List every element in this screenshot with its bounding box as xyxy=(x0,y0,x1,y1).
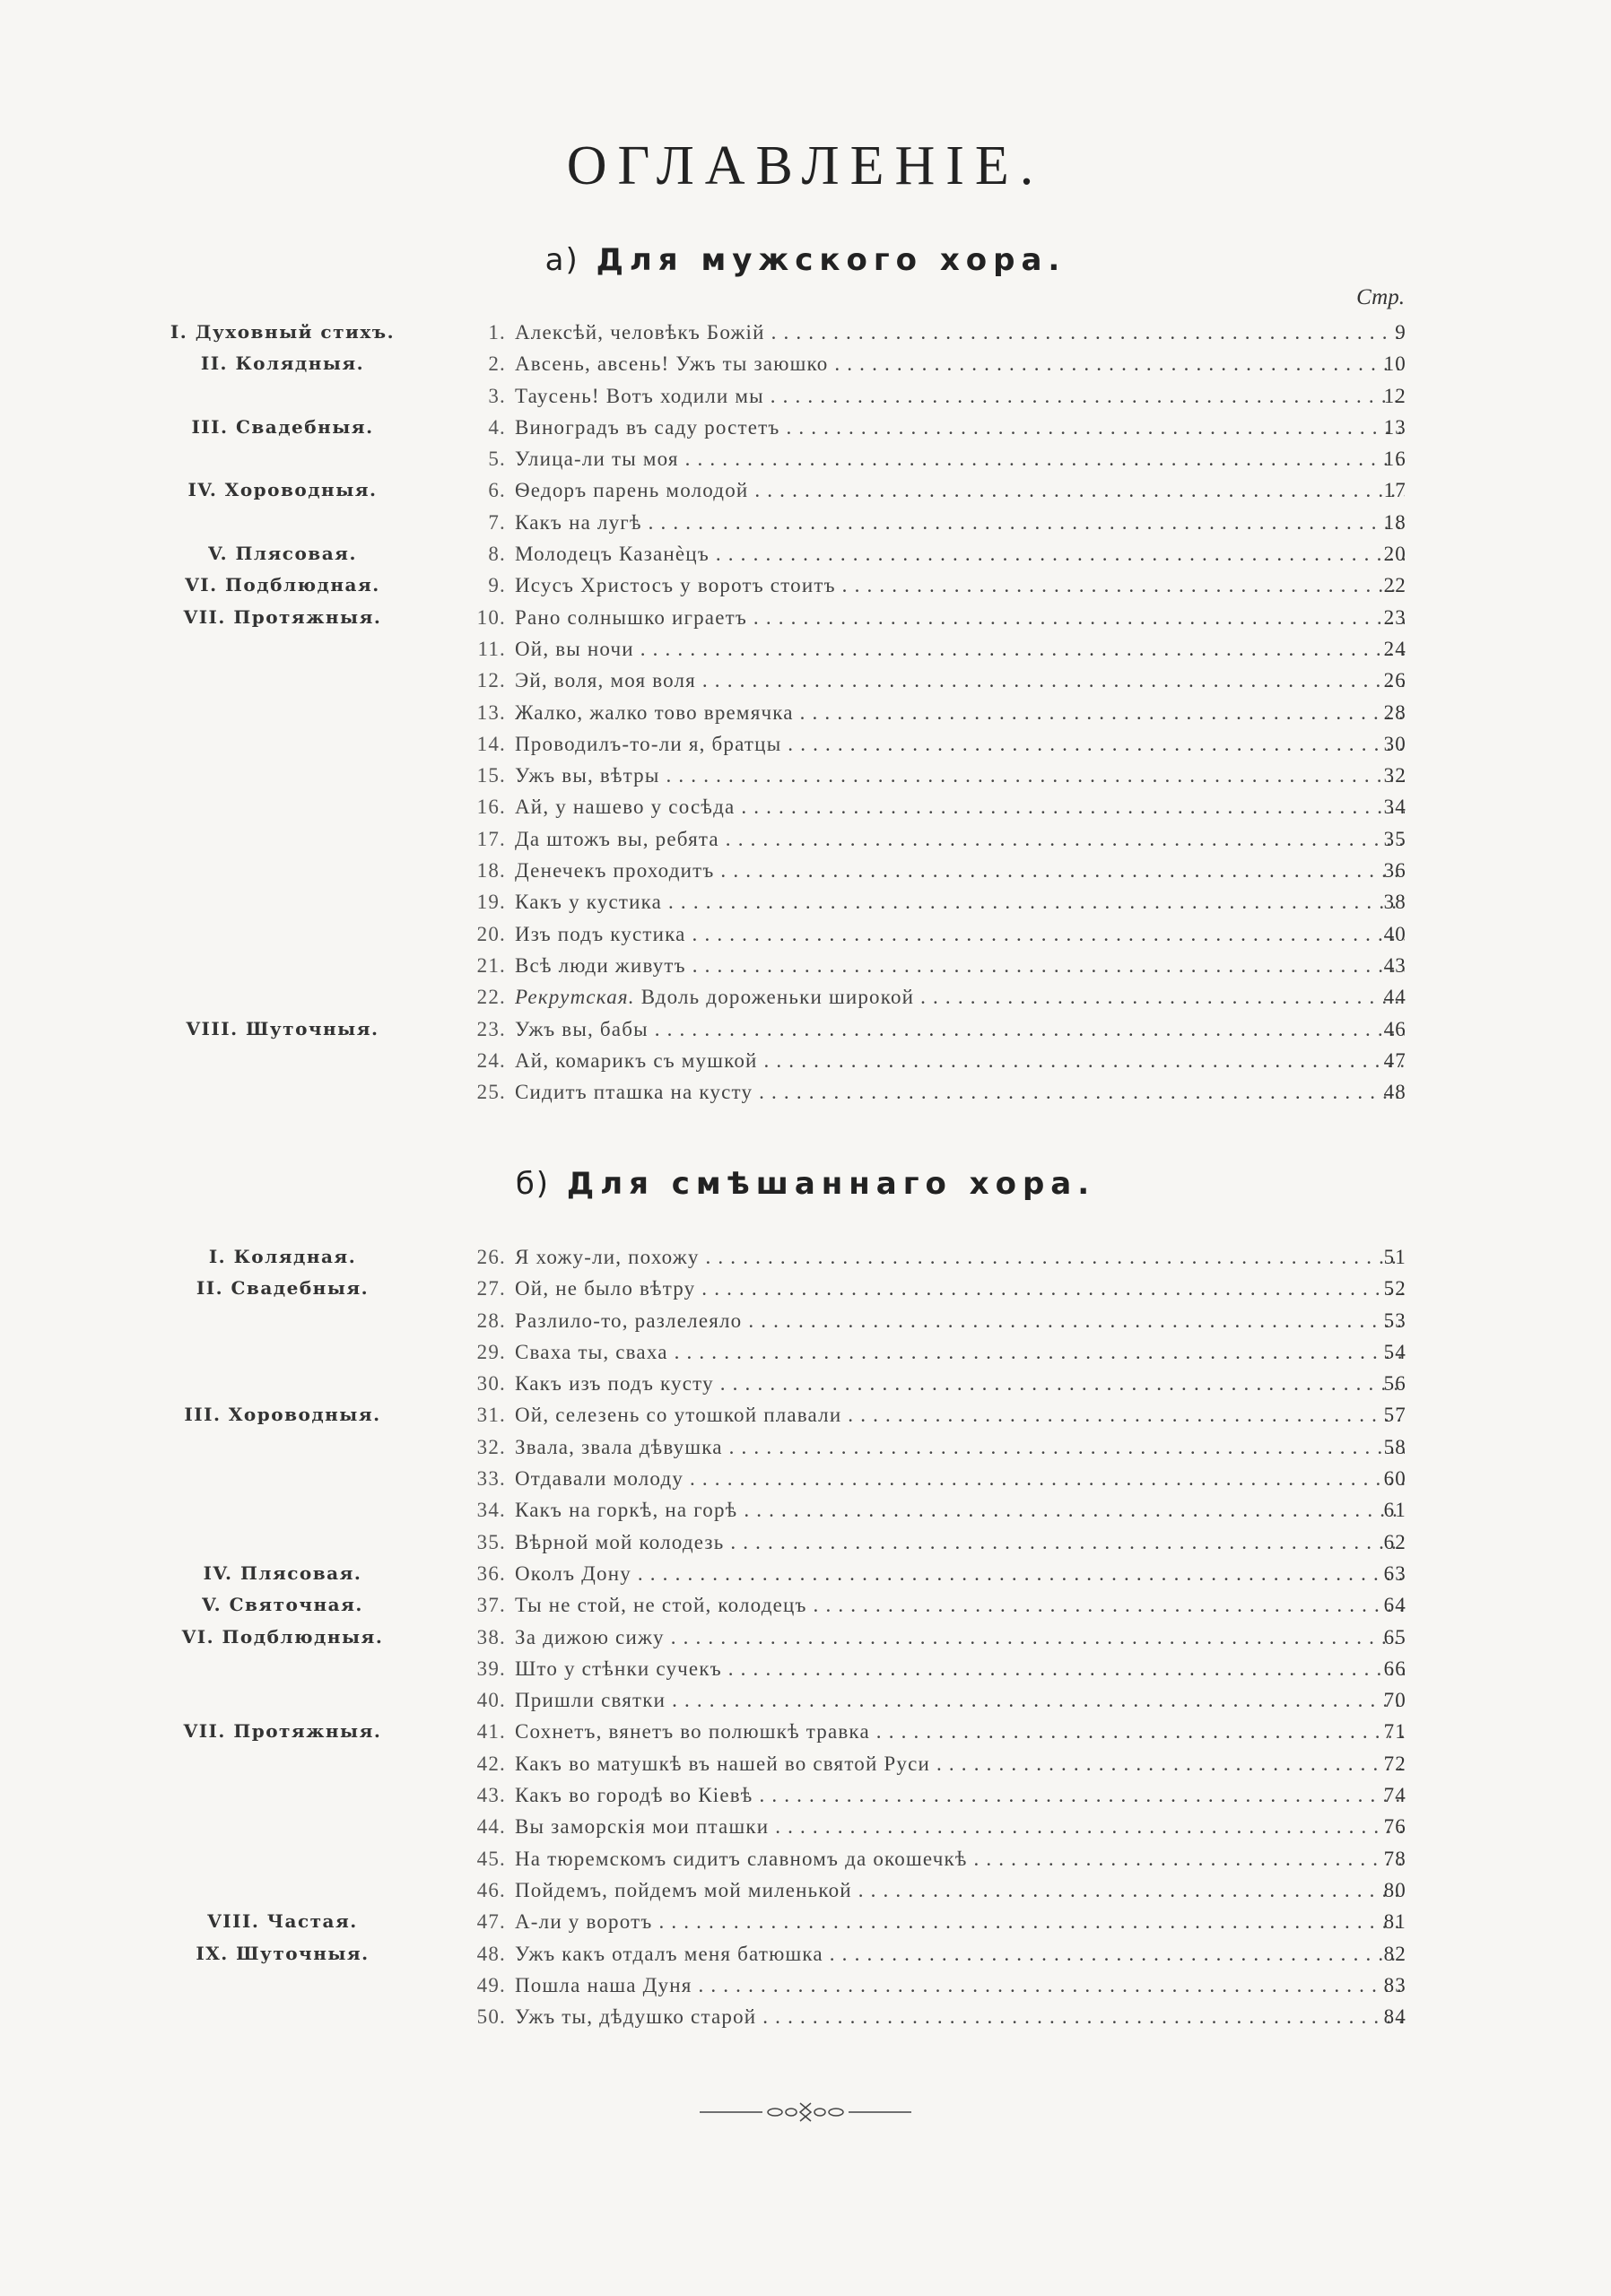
toc-category: VI. Подблюдная. xyxy=(185,574,380,596)
toc-row xyxy=(0,951,1611,982)
toc-page-number: 72 xyxy=(1383,1752,1406,1775)
toc-row xyxy=(0,1844,1611,1875)
toc-title xyxy=(515,1974,1405,1997)
toc-page-number: 47 xyxy=(1383,1048,1406,1072)
toc-title xyxy=(515,1531,1405,1554)
toc-title-text: Сохнетъ, вянетъ во полюшкѣ травка xyxy=(515,1720,870,1744)
toc-title-text: Улица-ли ты моя xyxy=(515,448,679,471)
toc-row xyxy=(0,413,1611,444)
toc-number: 22. xyxy=(476,986,506,1009)
toc-number: 43. xyxy=(476,1784,506,1807)
toc-number: 13. xyxy=(476,700,506,724)
toc-title-text: Сидитъ пташка на кусту xyxy=(515,1081,753,1104)
toc-number: 34. xyxy=(476,1499,506,1522)
toc-category: VIII. Частая. xyxy=(207,1910,358,1933)
toc-number: 50. xyxy=(476,2005,506,2029)
toc-page-number: 53 xyxy=(1383,1309,1406,1332)
toc-page-number: 34 xyxy=(1383,796,1406,819)
toc-row xyxy=(0,1622,1611,1654)
toc-number: 12. xyxy=(476,669,506,692)
toc-title-text: Ужъ вы, бабы xyxy=(515,1017,649,1040)
toc-title xyxy=(515,1879,1405,1902)
toc-number: 9. xyxy=(488,574,506,597)
toc-title-text: Авсень, авсень! Ужъ ты заюшко xyxy=(515,352,829,376)
toc-title xyxy=(515,986,1405,1009)
toc-category: IV. Плясовая. xyxy=(203,1561,362,1584)
toc-title-text: Ой, не было вѣтру xyxy=(515,1277,696,1300)
toc-title xyxy=(515,448,1405,471)
toc-title xyxy=(515,1594,1405,1617)
toc-number: 8. xyxy=(488,543,506,566)
toc-row xyxy=(0,1400,1611,1431)
toc-number: 4. xyxy=(488,415,506,439)
toc-title xyxy=(515,1018,1405,1041)
toc-number: 1. xyxy=(488,321,506,344)
toc-title-text: Виноградъ въ саду ростетъ xyxy=(515,415,780,439)
toc-row xyxy=(0,1306,1611,1337)
toc-row xyxy=(0,919,1611,951)
toc-title-text: Какъ у кустика xyxy=(515,891,663,914)
toc-title-prefix: Рекрутская. xyxy=(515,986,635,1009)
toc-number: 24. xyxy=(476,1048,506,1072)
toc-category: I. Духовный стихъ. xyxy=(170,321,396,343)
toc-number: 47. xyxy=(476,1910,506,1934)
toc-page-number: 13 xyxy=(1383,415,1406,439)
toc-page-number: 81 xyxy=(1383,1910,1406,1934)
toc-number: 6. xyxy=(488,479,506,502)
toc-row xyxy=(0,856,1611,887)
toc-category: V. Святочная. xyxy=(202,1594,363,1616)
section-heading-mixed xyxy=(0,1166,1611,1202)
toc-page-number: 38 xyxy=(1383,891,1406,914)
toc-title-text: Ой, вы ночи xyxy=(515,637,634,660)
toc-title-text: Какъ изъ подъ кусту xyxy=(515,1372,714,1396)
toc-title xyxy=(515,1341,1405,1364)
toc-page-number: 65 xyxy=(1383,1625,1406,1648)
toc-title xyxy=(515,416,1405,439)
toc-category: VIII. Шуточныя. xyxy=(186,1017,379,1039)
toc-title xyxy=(515,669,1405,692)
toc-title-text: Таусень! Вотъ ходили мы xyxy=(515,384,764,407)
toc-page-number: 12 xyxy=(1383,384,1406,407)
toc-title-text: Вы заморскія мои пташки xyxy=(515,1815,770,1839)
toc-number: 30. xyxy=(476,1372,506,1396)
toc-title xyxy=(515,1467,1405,1491)
toc-page-number: 40 xyxy=(1383,922,1406,945)
toc-page-number: 62 xyxy=(1383,1530,1406,1553)
toc-page-number: 83 xyxy=(1383,1973,1406,1996)
toc-title-text: Пришли святки xyxy=(515,1689,666,1712)
toc-title xyxy=(515,321,1405,344)
toc-title xyxy=(515,1404,1405,1427)
toc-number: 3. xyxy=(488,384,506,407)
toc-title xyxy=(515,1372,1405,1396)
toc-title-text: Сваха ты, сваха xyxy=(515,1340,668,1363)
toc-page-number: 36 xyxy=(1383,859,1406,883)
toc-title xyxy=(515,1436,1405,1459)
toc-number: 45. xyxy=(476,1847,506,1870)
toc-category: V. Плясовая. xyxy=(208,543,357,565)
toc-number: 48. xyxy=(476,1942,506,1965)
toc-row xyxy=(0,824,1611,856)
toc-number: 11. xyxy=(477,637,506,660)
toc-number: 25. xyxy=(476,1081,506,1104)
toc-title xyxy=(515,954,1405,978)
toc-category: IV. Хороводныя. xyxy=(187,479,378,501)
toc-page-number: 24 xyxy=(1383,637,1406,660)
toc-title xyxy=(515,1815,1405,1839)
toc-title xyxy=(515,859,1405,883)
toc-number: 14. xyxy=(476,732,506,755)
toc-page-number: 58 xyxy=(1383,1435,1406,1458)
toc-row xyxy=(0,1337,1611,1369)
toc-title-text: Што у стѣнки сучекъ xyxy=(515,1657,722,1680)
toc-row xyxy=(0,1970,1611,2002)
toc-row xyxy=(0,1939,1611,1970)
toc-row xyxy=(0,1907,1611,1938)
toc-page-number: 82 xyxy=(1383,1942,1406,1965)
toc-page-number: 9 xyxy=(1395,321,1406,344)
toc-row xyxy=(0,1780,1611,1812)
toc-title xyxy=(515,1626,1405,1649)
toc-number: 37. xyxy=(476,1594,506,1617)
toc-title-text: Пойдемъ, пойдемъ мой миленькой xyxy=(515,1878,852,1901)
toc-page-number: 23 xyxy=(1383,605,1406,629)
toc-row xyxy=(0,1812,1611,1843)
toc-title-text: Молодецъ Казанѐцъ xyxy=(515,543,710,566)
toc-category: III. Хороводныя. xyxy=(184,1404,381,1426)
toc-title-text: Эй, воля, моя воля xyxy=(515,669,696,692)
toc-page-number: 17 xyxy=(1383,479,1406,502)
toc-number: 19. xyxy=(476,891,506,914)
toc-number: 42. xyxy=(476,1752,506,1775)
toc-page-number: 63 xyxy=(1383,1561,1406,1585)
toc-title xyxy=(515,1689,1405,1712)
toc-title xyxy=(515,543,1405,566)
toc-page-number: 78 xyxy=(1383,1847,1406,1870)
toc-page-number: 54 xyxy=(1383,1340,1406,1363)
toc-title-text: Всѣ люди живутъ xyxy=(515,953,686,977)
toc-title-text: Какъ на лугѣ xyxy=(515,510,642,534)
toc-title-text: Ужъ какъ отдалъ меня батюшка xyxy=(515,1942,823,1965)
toc-row xyxy=(0,317,1611,349)
toc-category: II. Колядныя. xyxy=(200,352,365,375)
toc-page-number: 64 xyxy=(1383,1594,1406,1617)
toc-row xyxy=(0,1464,1611,1495)
toc-page-number: 16 xyxy=(1383,448,1406,471)
toc-row xyxy=(0,508,1611,539)
toc-title-text: Алексѣй, человѣкъ Божій xyxy=(515,321,765,344)
toc-title-text: Какъ во матушкѣ въ нашей во святой Руси xyxy=(515,1752,931,1775)
toc-title-text: Ужъ вы, вѣтры xyxy=(515,764,660,787)
toc-number: 46. xyxy=(476,1878,506,1901)
toc-page-number: 66 xyxy=(1383,1657,1406,1680)
toc-number: 18. xyxy=(476,859,506,883)
toc-number: 49. xyxy=(476,1973,506,1996)
toc-title-text: Исусъ Христосъ у воротъ стоитъ xyxy=(515,574,836,597)
toc-title xyxy=(515,923,1405,946)
toc-title xyxy=(515,385,1405,408)
toc-title-text: Жалко, жалко тово времячка xyxy=(515,700,794,724)
toc-title xyxy=(515,1657,1405,1681)
toc-row xyxy=(0,698,1611,729)
toc-number: 15. xyxy=(476,764,506,787)
toc-page-number: 32 xyxy=(1383,764,1406,787)
section-prefix: а) xyxy=(544,242,579,278)
toc-title xyxy=(515,1943,1405,1966)
toc-number: 33. xyxy=(476,1467,506,1491)
toc-number: 23. xyxy=(476,1017,506,1040)
toc-list-mixed xyxy=(0,1242,1611,2033)
toc-title-text: Рано солнышко играетъ xyxy=(515,605,747,629)
toc-page-number: 80 xyxy=(1383,1878,1406,1901)
toc-title-text: Ай, комарикъ съ мушкой xyxy=(515,1048,758,1072)
toc-title-text: Звала, звала дѣвушка xyxy=(515,1435,723,1458)
toc-number: 40. xyxy=(476,1689,506,1712)
toc-row xyxy=(0,1274,1611,1305)
toc-category: II. Свадебныя. xyxy=(196,1277,370,1300)
toc-page-number: 46 xyxy=(1383,1017,1406,1040)
toc-page-number: 52 xyxy=(1383,1277,1406,1300)
toc-title-text: Отдавали молоду xyxy=(515,1467,684,1491)
toc-number: 28. xyxy=(476,1309,506,1332)
toc-row xyxy=(0,665,1611,697)
section-title: Для мужского хора. xyxy=(596,242,1067,278)
toc-number: 20. xyxy=(476,922,506,945)
toc-title xyxy=(515,1784,1405,1807)
toc-title-text: Разлило-то, разлелеяло xyxy=(515,1309,743,1332)
toc-title xyxy=(515,638,1405,661)
toc-number: 21. xyxy=(476,953,506,977)
toc-row xyxy=(0,539,1611,570)
toc-page-number: 56 xyxy=(1383,1372,1406,1396)
toc-number: 44. xyxy=(476,1815,506,1839)
toc-page-number: 74 xyxy=(1383,1784,1406,1807)
toc-title-text: Вдоль дороженьки широкой xyxy=(640,986,915,1009)
toc-title-text: Да штожъ вы, ребята xyxy=(515,827,719,850)
toc-row xyxy=(0,982,1611,1013)
toc-title-text: Ой, селезень со утошкой плавали xyxy=(515,1404,842,1427)
toc-title-text: За дижою сижу xyxy=(515,1625,665,1648)
toc-title xyxy=(515,1081,1405,1104)
toc-row xyxy=(0,475,1611,507)
toc-title-text: Какъ во городѣ во Кіевѣ xyxy=(515,1784,753,1807)
toc-row xyxy=(0,1559,1611,1590)
toc-title xyxy=(515,1246,1405,1269)
toc-number: 29. xyxy=(476,1340,506,1363)
toc-page-number: 18 xyxy=(1383,510,1406,534)
toc-number: 10. xyxy=(476,605,506,629)
toc-number: 35. xyxy=(476,1530,506,1553)
toc-page-number: 43 xyxy=(1383,953,1406,977)
section-title: Для смѣшаннаго хора. xyxy=(566,1166,1096,1202)
toc-title xyxy=(515,1752,1405,1776)
toc-number: 27. xyxy=(476,1277,506,1300)
toc-row xyxy=(0,887,1611,918)
toc-row xyxy=(0,729,1611,761)
toc-row xyxy=(0,1432,1611,1464)
toc-title-text: Денечекъ проходитъ xyxy=(515,859,715,883)
toc-row xyxy=(0,1654,1611,1685)
toc-title xyxy=(515,828,1405,851)
toc-page-number: 20 xyxy=(1383,543,1406,566)
toc-number: 41. xyxy=(476,1720,506,1744)
toc-row xyxy=(0,1046,1611,1077)
toc-page-number: 22 xyxy=(1383,574,1406,597)
toc-category: IX. Шуточныя. xyxy=(196,1942,370,1964)
toc-page-number: 44 xyxy=(1383,986,1406,1009)
toc-category: I. Колядная. xyxy=(208,1246,357,1267)
toc-title xyxy=(515,1277,1405,1300)
toc-category: VII. Протяжныя. xyxy=(183,1720,382,1743)
toc-title xyxy=(515,479,1405,502)
toc-title xyxy=(515,733,1405,756)
toc-row xyxy=(0,349,1611,380)
toc-row xyxy=(0,2002,1611,2033)
toc-page-number: 10 xyxy=(1383,352,1406,376)
toc-title xyxy=(515,1848,1405,1871)
toc-number: 16. xyxy=(476,796,506,819)
toc-row xyxy=(0,1685,1611,1717)
page-title: ОГЛАВЛЕНІЕ. xyxy=(566,135,1045,196)
toc-title xyxy=(515,1720,1405,1744)
toc-title-text: Ай, у нашево у сосѣда xyxy=(515,796,736,819)
toc-page-number: 84 xyxy=(1383,2005,1406,2029)
toc-row xyxy=(0,1590,1611,1622)
toc-title xyxy=(515,1499,1405,1522)
toc-title-text: Я хожу-ли, похожу xyxy=(515,1246,700,1268)
section-heading-male xyxy=(0,242,1611,278)
toc-page-number: 35 xyxy=(1383,827,1406,850)
toc-title-text: Околъ Дону xyxy=(515,1561,631,1585)
toc-title-text: Ты не стой, не стой, колодецъ xyxy=(515,1594,807,1617)
toc-page-number: 28 xyxy=(1383,700,1406,724)
toc-page-number: 61 xyxy=(1383,1499,1406,1522)
toc-row xyxy=(0,1077,1611,1109)
toc-page-number: 30 xyxy=(1383,732,1406,755)
toc-number: 5. xyxy=(488,448,506,471)
toc-category: III. Свадебныя. xyxy=(191,415,374,438)
toc-number: 7. xyxy=(488,510,506,534)
toc-row xyxy=(0,570,1611,602)
page-column-label: Стр. xyxy=(1356,285,1405,309)
toc-row xyxy=(0,444,1611,475)
toc-title xyxy=(515,574,1405,597)
toc-title-text: Ѳедоръ парень молодой xyxy=(515,479,749,502)
toc-title-text: Вѣрной мой колодезь xyxy=(515,1530,725,1553)
toc-title xyxy=(515,764,1405,787)
toc-number: 2. xyxy=(488,352,506,376)
toc-title xyxy=(515,2005,1405,2029)
toc-title-text: А-ли у воротъ xyxy=(515,1910,653,1934)
toc-page-number: 57 xyxy=(1383,1404,1406,1427)
toc-title xyxy=(515,511,1405,535)
toc-title-text: Ужъ ты, дѣдушко старой xyxy=(515,2005,757,2029)
toc-number: 36. xyxy=(476,1561,506,1585)
toc-number: 32. xyxy=(476,1435,506,1458)
toc-row xyxy=(0,1242,1611,1274)
toc-title xyxy=(515,701,1405,725)
toc-row xyxy=(0,792,1611,823)
toc-row xyxy=(0,1749,1611,1780)
toc-title xyxy=(515,891,1405,914)
toc-title-text: Проводилъ-то-ли я, братцы xyxy=(515,732,782,755)
toc-row xyxy=(0,761,1611,792)
toc-row xyxy=(0,1527,1611,1559)
toc-number: 26. xyxy=(476,1246,506,1268)
toc-category: VII. Протяжныя. xyxy=(183,605,382,628)
toc-title-text: Пошла наша Дуня xyxy=(515,1973,692,1996)
toc-row xyxy=(0,1495,1611,1526)
toc-category: VI. Подблюдныя. xyxy=(181,1625,384,1648)
toc-title xyxy=(515,352,1405,376)
toc-number: 39. xyxy=(476,1657,506,1680)
toc-row xyxy=(0,1717,1611,1748)
toc-page-number: 71 xyxy=(1383,1720,1406,1744)
toc-title-text: Какъ на горкѣ, на горѣ xyxy=(515,1499,738,1522)
toc-row xyxy=(0,381,1611,413)
toc-title xyxy=(515,1049,1405,1073)
toc-row xyxy=(0,1014,1611,1046)
toc-page-number: 60 xyxy=(1383,1467,1406,1491)
toc-row xyxy=(0,1369,1611,1400)
toc-number: 17. xyxy=(476,827,506,850)
toc-page-number: 76 xyxy=(1383,1815,1406,1839)
toc-title-text: На тюремскомъ сидитъ славномъ да окошечкѣ xyxy=(515,1847,968,1870)
toc-title xyxy=(515,796,1405,819)
toc-title xyxy=(515,1562,1405,1586)
toc-page-number: 26 xyxy=(1383,669,1406,692)
toc-number: 38. xyxy=(476,1625,506,1648)
toc-title-text: Изъ подъ кустика xyxy=(515,922,686,945)
toc-row xyxy=(0,603,1611,634)
toc-title xyxy=(515,606,1405,630)
ornament-divider xyxy=(700,2099,911,2126)
toc-number: 31. xyxy=(476,1404,506,1427)
toc-row xyxy=(0,1875,1611,1907)
toc-title xyxy=(515,1910,1405,1934)
toc-page-number: 48 xyxy=(1383,1081,1406,1104)
toc-title xyxy=(515,1309,1405,1333)
toc-page-number: 51 xyxy=(1383,1246,1406,1268)
section-prefix: б) xyxy=(515,1166,551,1202)
toc-list-male xyxy=(0,317,1611,1109)
toc-row xyxy=(0,634,1611,665)
toc-page-number: 70 xyxy=(1383,1689,1406,1712)
